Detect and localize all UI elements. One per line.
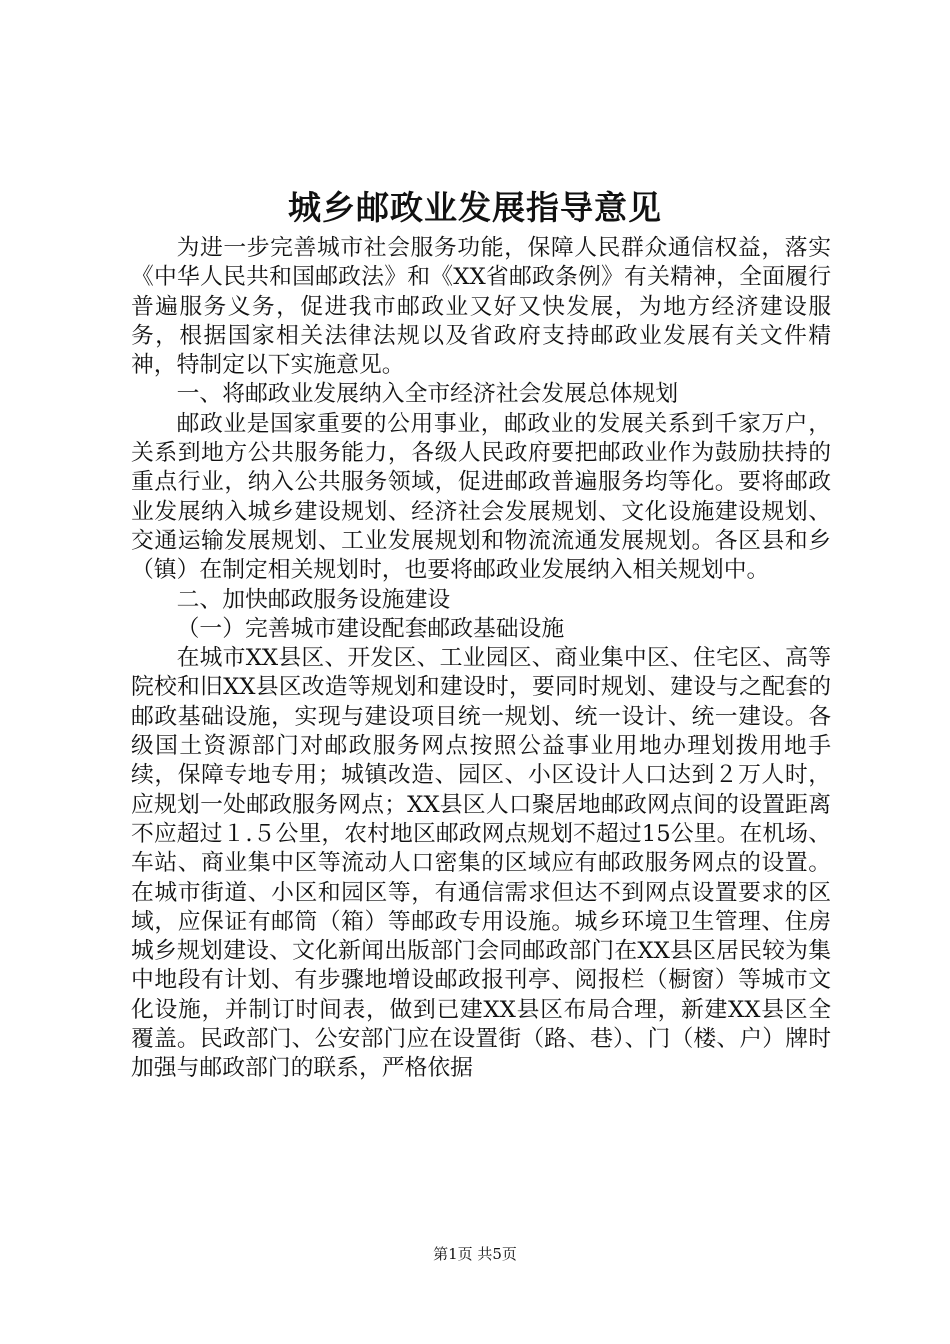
document-body <box>131 234 831 1084</box>
paragraph-section-1: 邮政业是国家重要的公用事业，邮政业的发展关系到千家万户，关系到地方公共服务能力，各级人民政府要把邮政业作为鼓励扶持的重点行业，纳入公共服务领域，促进邮政普遍服务均等化。要将邮政业发展纳入城乡建设规划、经济社会发展规划、文化设施建设规划、交通运输发展规划、工业发展规划和物流流通发展规划。各区县和乡（镇）在制定相关规划时，也要将邮政业发展纳入相关规划中。 <box>131 410 831 584</box>
page-footer: 第1页 共5页 <box>433 1245 517 1263</box>
paragraph-subsection-1: 在城市XX县区、开发区、工业园区、商业集中区、住宅区、高等院校和旧XX县区改造等规划和建设时，要同时规划、建设与之配套的邮政基础设施，实现与建设项目统一规划、统一设计、统一建设。各级国土资源部门对邮政服务网点按照公益事业用地办理划拨用地手续，保障专地专用；城镇改造、园区、小区设计人口达到２万人时，应规划一处邮政服务网点；XX县区人口聚居地邮政网点间的设置距离不应超过１.５公里，农村地区邮政网点规划不超过15公里。在机场、车站、商业集中区等流动人口密集的区域应有邮政服务网点的设置。在城市街道、小区和园区等，有通信需求但达不到网点设置要求的区域，应保证有邮筒（箱）等邮政专用设施。城乡环境卫生管理、住房城乡规划建设、文化新闻出版部门会同邮政部门在XX县区居民较为集中地段有计划、有步骤地增设邮政报刊亭、阅报栏（橱窗）等城市文化设施，并制订时间表，做到已建XX县区布局合理，新建XX县区全覆盖。民政部门、公安部门应在设置街（路、巷）、门（楼、户）牌时加强与邮政部门的联系，严格依据 <box>131 645 831 1082</box>
document-title: 城乡邮政业发展指导意见 <box>288 188 662 227</box>
section-heading-2: 二、加快邮政服务设施建设 <box>176 586 451 613</box>
section-heading-1: 一、将邮政业发展纳入全市经济社会发展总体规划 <box>176 381 679 408</box>
subsection-heading-1: （一）完善城市建设配套邮政基础设施 <box>176 615 565 642</box>
paragraph-intro: 为进一步完善城市社会服务功能，保障人民群众通信权益，落实《中华人民共和国邮政法》和《XX省邮政条例》有关精神，全面履行普遍服务义务，促进我市邮政业又好又快发展，为地方经济建设服务，根据国家相关法律法规以及省政府支持邮政业发展有关文件精神，特制定以下实施意见。 <box>131 235 831 379</box>
